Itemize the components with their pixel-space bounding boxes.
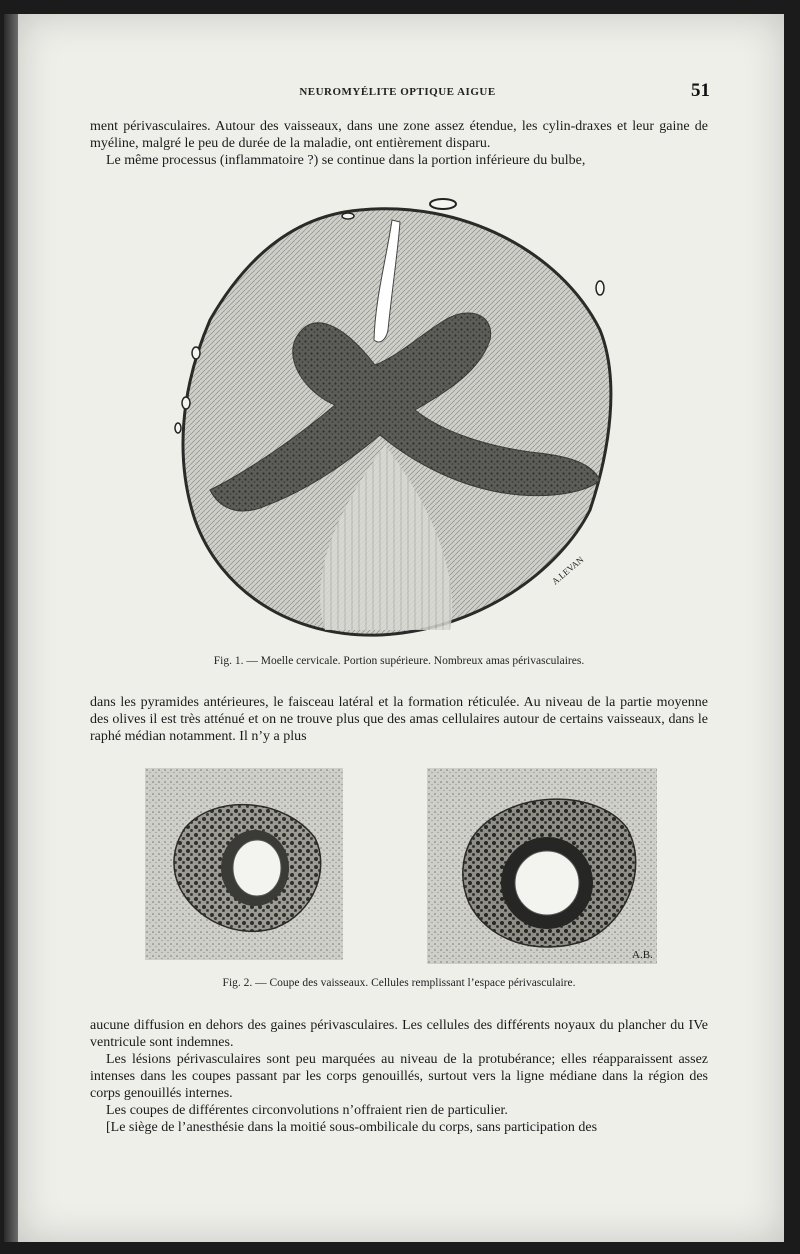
- vessel-section: [192, 347, 200, 359]
- vessel-lumen: [233, 840, 281, 896]
- paragraph: Les coupes de différentes circonvolutions n’offraient rien de particulier.: [106, 1103, 508, 1118]
- paragraph: dans les pyramides antérieures, le faisceau latéral et la formation réticulée. Au niveau de la partie moyenne des olives il est très atténué et on ne trouve plus que des amas cellulaires autour de certains vaisseaux, dans le raphé médian notamment. Il n’y a plus: [90, 695, 708, 744]
- paragraph: Le même processus (inflammatoire ?) se continue dans la portion inférieure du bulbe,: [106, 153, 586, 168]
- figure-2-vessel-right-illustration: [427, 768, 657, 964]
- figure-2-signature: A.B.: [632, 949, 653, 961]
- vessel-section: [342, 213, 354, 219]
- figure-1-signature: A.LEVAN: [549, 554, 586, 587]
- figure-1-spinal-cord-illustration: [160, 190, 630, 650]
- figure-2-caption: Fig. 2. — Coupe des vaisseaux. Cellules remplissant l’espace périvasculaire.: [222, 977, 576, 989]
- paragraph: Les lésions périvasculaires sont peu marquées au niveau de la protubérance; elles réapparaissent assez intenses dans les coupes passant par les corps genouillés, surtout vers la ligne médiane dans la région des corps genouillés internes.: [90, 1052, 708, 1101]
- text-block-middle: [90, 694, 708, 745]
- vessel-section: [596, 281, 604, 295]
- vessel-section: [175, 423, 181, 433]
- running-title: NEUROMYÉLITE OPTIQUE AIGUE: [299, 86, 496, 98]
- page-number: 51: [691, 80, 710, 101]
- running-head: [85, 80, 710, 104]
- vessel-section: [182, 397, 190, 409]
- scan-edge-left: [4, 14, 18, 1242]
- paragraph: ment périvasculaires. Autour des vaisseaux, dans une zone assez étendue, les cylin-draxes et leur gaine de myéline, malgré le peu de durée de la maladie, ont entièrement disparu.: [90, 119, 708, 151]
- text-block-bottom: [90, 1017, 708, 1136]
- figure-1-caption: Fig. 1. — Moelle cervicale. Portion supérieure. Nombreux amas périvasculaires.: [213, 655, 585, 667]
- vessel-section: [430, 199, 456, 209]
- vessel-lumen: [515, 851, 579, 915]
- paragraph: [Le siège de l’anesthésie dans la moitié sous-ombilicale du corps, sans participation des: [106, 1120, 598, 1135]
- figure-2-vessel-left-illustration: [145, 768, 343, 960]
- paragraph: aucune diffusion en dehors des gaines périvasculaires. Les cellules des différents noyaux du plancher du IVe ventricule sont indemnes.: [90, 1018, 708, 1050]
- text-block-top: [90, 118, 708, 169]
